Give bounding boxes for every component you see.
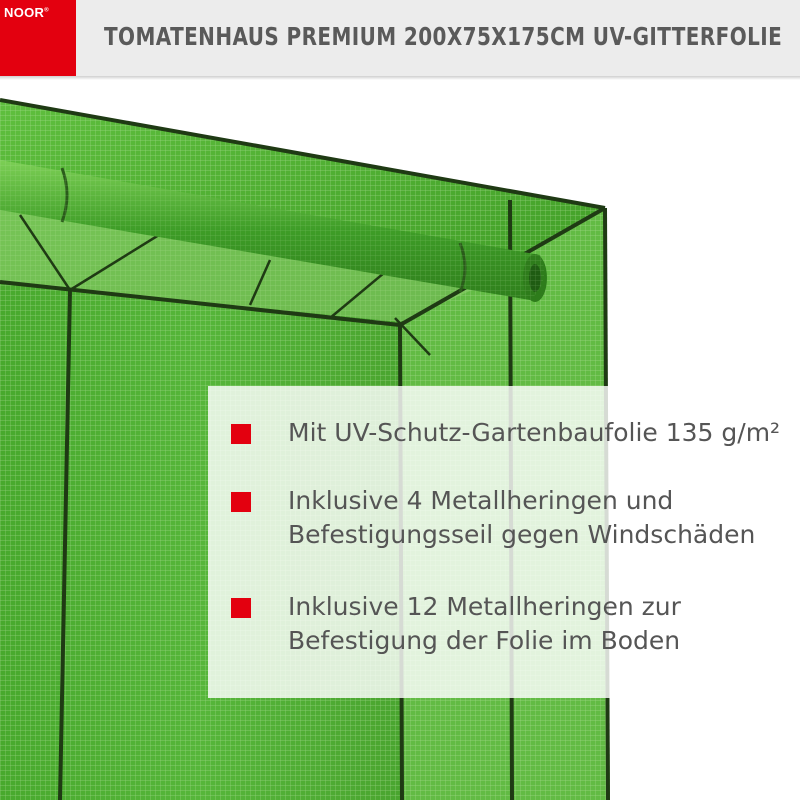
feature-line: Inklusive 12 Metallheringen zur bbox=[288, 592, 681, 621]
registered-mark: ® bbox=[44, 7, 49, 14]
feature-text bbox=[288, 416, 780, 450]
bullet-square-icon bbox=[231, 492, 251, 512]
logo-text: NOOR bbox=[4, 5, 45, 20]
feature-line: Mit UV-Schutz-Gartenbaufolie 135 g/m² bbox=[288, 418, 781, 447]
feature-line: Befestigungsseil gegen Windschäden bbox=[288, 520, 756, 549]
feature-line: Inklusive 4 Metallheringen und bbox=[288, 486, 674, 515]
feature-text bbox=[288, 590, 681, 658]
logo-wordmark bbox=[4, 5, 49, 20]
header-shadow bbox=[0, 76, 800, 80]
bullet-square-icon bbox=[231, 424, 251, 444]
feature-panel bbox=[208, 386, 800, 698]
feature-text bbox=[288, 484, 755, 552]
header-bar bbox=[0, 0, 800, 76]
brand-logo[interactable] bbox=[0, 0, 76, 76]
page-title: TOMATENHAUS PREMIUM 200X75X175CM UV-GITTERFOLIE bbox=[104, 22, 783, 51]
bullet-square-icon bbox=[231, 598, 251, 618]
feature-line: Befestigung der Folie im Boden bbox=[288, 626, 681, 655]
